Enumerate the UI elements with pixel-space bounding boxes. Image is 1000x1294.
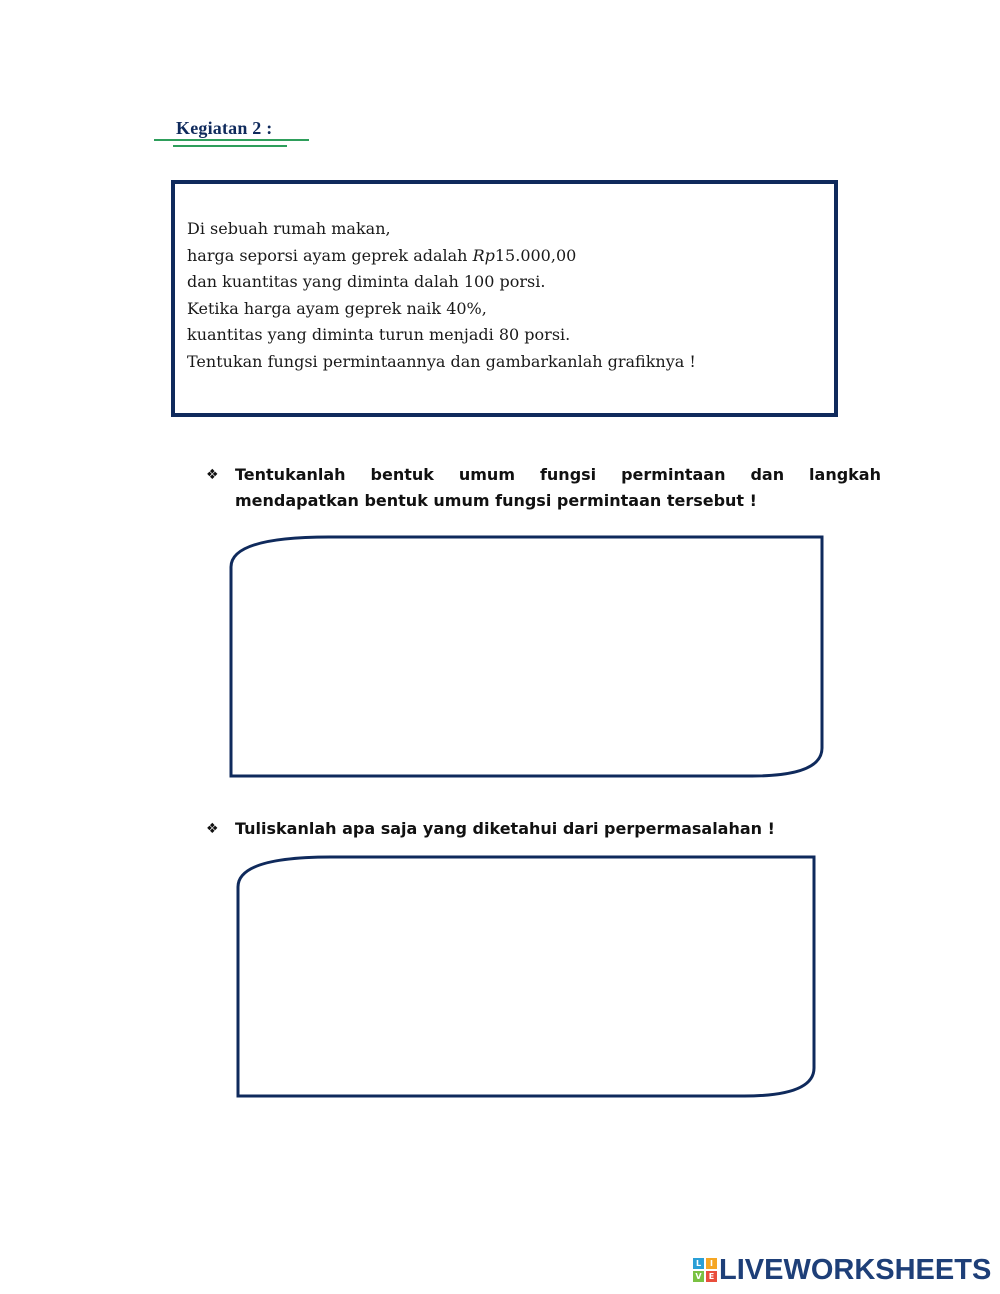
- question-text: Tentukanlah bentuk umum fungsi permintaan dan langkah mendapatkan bentuk umum fungsi permintaan tersebut !: [235, 465, 881, 510]
- liveworksheets-logo[interactable]: [693, 1255, 991, 1285]
- diamond-bullet-icon: ❖: [206, 821, 219, 837]
- logo-text: LIVEWORKSHEETS: [719, 1254, 992, 1286]
- question-text: Tuliskanlah apa saja yang diketahui dari perpermasalahan !: [235, 819, 775, 838]
- logo-grid-icon: [693, 1258, 717, 1282]
- price-symbol: Rp: [472, 245, 495, 265]
- problem-statement: [187, 216, 696, 375]
- price-value: 15.000,00: [494, 245, 577, 265]
- logo-letter-tile: E: [706, 1271, 717, 1282]
- problem-line: Tentukan fungsi permintaannya dan gambarkanlah grafiknya !: [187, 351, 696, 371]
- problem-line: Ketika harga ayam geprek naik 40%,: [187, 298, 487, 318]
- activity-title: Kegiatan 2 :: [176, 118, 273, 138]
- problem-line: dan kuantitas yang diminta dalah 100 porsi.: [187, 272, 546, 291]
- diamond-bullet-icon: ❖: [206, 467, 219, 483]
- logo-letter-tile: V: [693, 1271, 704, 1282]
- problem-line: kuantitas yang diminta turun menjadi 80 porsi.: [187, 325, 571, 344]
- problem-line: harga seporsi ayam geprek adalah: [187, 245, 473, 265]
- problem-line: Di sebuah rumah makan,: [187, 219, 391, 238]
- title-underline-secondary: [173, 145, 287, 147]
- answer-box-2[interactable]: [236, 855, 816, 1098]
- logo-letter-tile: I: [706, 1258, 717, 1269]
- logo-letter-tile: L: [693, 1258, 704, 1269]
- problem-line-price: [187, 243, 696, 270]
- answer-box-1[interactable]: [229, 535, 824, 778]
- title-underline: [154, 139, 309, 141]
